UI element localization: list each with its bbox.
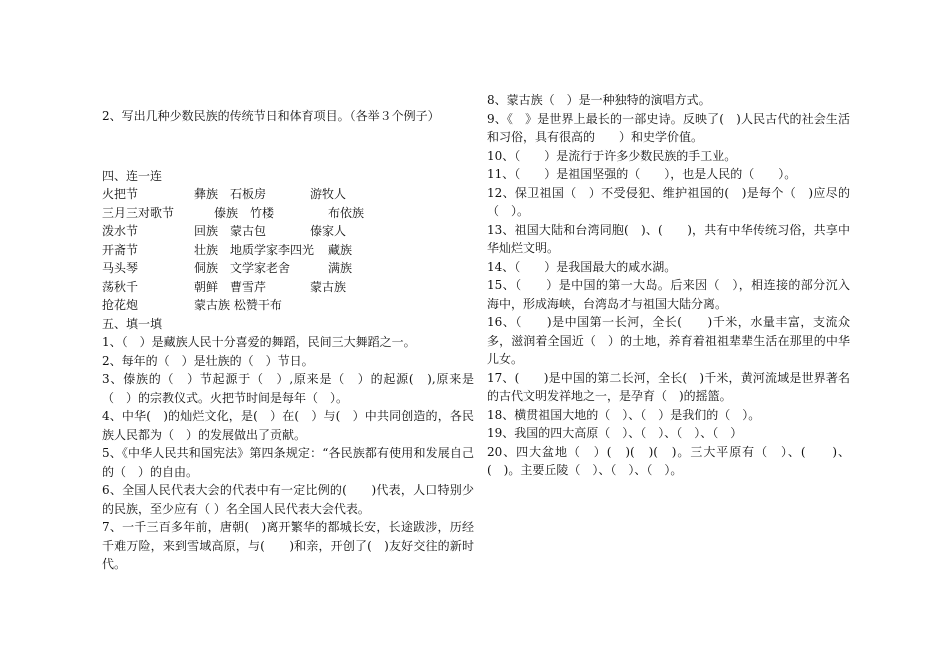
- match-right-item: 满族: [328, 261, 353, 275]
- fill-item: 20、四大盆地（ ）( )( )( )。三大平原有（ ）、( )、( )。主要丘陵（ ）、（ ）、（ ）。: [487, 444, 850, 477]
- match-right-item: 傣家人: [310, 224, 347, 238]
- fill-item: 14、（ ）是我国最大的咸水湖。: [487, 259, 677, 274]
- section-4-title: 四、连一连: [102, 168, 163, 183]
- match-right-item: 游牧人: [310, 187, 347, 201]
- match-right-item: 藏族: [328, 242, 353, 257]
- match-row: [102, 204, 474, 223]
- fill-item: 13、祖国大陆和台湾同胞( )、( )，共有中华传统习俗，共享中华灿烂文明。: [487, 222, 850, 255]
- fill-item: 18、横贯祖国大地的（ ）、（ ）是我们的（ ）。: [487, 407, 761, 422]
- fill-item: 9、《 》是世界上最长的一部史诗。反映了( )人民古代的社会生活和习俗，具有很高的 ）和史学价值。: [487, 111, 850, 144]
- match-row: [102, 278, 474, 297]
- match-middle-item: 壮族 地质学家李四光: [194, 242, 315, 257]
- match-left-item: 开斋节: [102, 242, 139, 257]
- fill-item: 11、（ ）是祖国坚强的（ ），也是人民的（ ）。: [487, 167, 797, 181]
- right-column: [487, 91, 850, 480]
- match-middle-item: 彝族 石板房: [194, 187, 267, 201]
- match-middle-item: 朝鲜 曹雪芹: [194, 279, 267, 294]
- match-right-item: 蒙古族: [310, 279, 347, 294]
- fill-item: 12、保卫祖国（ ）不受侵犯、维护祖国的( )是每个（ )应尽的（ ）。: [487, 185, 850, 218]
- match-middle-item: 侗族 文学家老舍: [194, 261, 291, 275]
- fill-item: 19、我国的四大高原（ ）、（ ）、（ ）、（ ）: [487, 426, 743, 440]
- match-middle-item: 傣族 竹楼: [214, 205, 275, 220]
- fill-item: 1、（ ）是藏族人民十分喜爱的舞蹈，民间三大舞蹈之一。: [102, 335, 416, 349]
- match-left-item: 荡秋千: [102, 279, 139, 294]
- match-left-item: 三月三对歌节: [102, 205, 175, 220]
- match-left-item: 马头琴: [102, 261, 139, 275]
- answer-space: [102, 126, 474, 167]
- fill-item: 3、傣族的（ ）节起源于（ ）,原来是（ ）的起源( ),原来是（ ）的宗教仪式。火把节时间是每年（ ）。: [102, 372, 474, 405]
- match-left-item: 泼水节: [102, 224, 139, 238]
- fill-item: 10、（ ）是流行于许多少数民族的手工业。: [487, 148, 737, 163]
- match-right-item: 布依族: [328, 205, 365, 220]
- fill-item: 4、中华( )的灿烂文化，是( ）在( ）与( ）中共同创造的，各民族人民都为（ ）的发展做出了贡献。: [102, 409, 474, 442]
- match-left-item: 抢花炮: [102, 298, 139, 312]
- match-row: [102, 241, 474, 260]
- fill-item: 6、全国人民代表大会的代表中有一定比例的( )代表，人口特别少的民族，至少应有（ ）名全国人民代表大会代表。: [102, 483, 474, 516]
- match-row: [102, 185, 474, 204]
- left-column: [102, 107, 474, 574]
- fill-item: 17、( )是中国的第二长河，全长( )千米，黄河流域是世界著名的古代文明发祥地之一，是孕育（ )的摇篮。: [487, 370, 850, 403]
- match-middle-item: 蒙古族 松赞干布: [194, 298, 282, 312]
- match-row: [102, 296, 474, 315]
- fill-item: 15、（ ）是中国的第一大岛。后来因（ ），相连接的部分沉入海中，形成海峡，台湾岛才与祖国大陆分离。: [487, 278, 850, 311]
- fill-item: 5、《中华人民共和国宪法》第四条规定：“各民族都有使用和发展自己的（ ）的自由。: [102, 446, 474, 479]
- match-row: [102, 222, 474, 241]
- match-row: [102, 259, 474, 278]
- fill-item: 2、每年的（ ）是壮族的（ ）节日。: [102, 353, 314, 368]
- match-middle-item: 回族 蒙古包: [194, 224, 267, 238]
- question-2: 2、写出几种少数民族的传统节日和体育项目。（各举３个例子）: [102, 109, 440, 123]
- fill-item: 16、（ )是中国第一长河，全长( )千米，水量丰富，支流众多，滋润着全国近（ ）的土地，养育着祖祖辈辈生活在那里的中华儿女。: [487, 315, 850, 366]
- fill-item: 8、蒙古族（ ）是一种独特的演唱方式。: [487, 93, 711, 107]
- section-5-title: 五、填一填: [102, 316, 163, 331]
- fill-item: 7、一千三百多年前，唐朝( )离开繁华的都城长安，长途跋涉，历经千难万险，来到雪域高原，与( )和亲，开创了( )友好交往的新时代。: [102, 520, 474, 571]
- match-left-item: 火把节: [102, 187, 139, 201]
